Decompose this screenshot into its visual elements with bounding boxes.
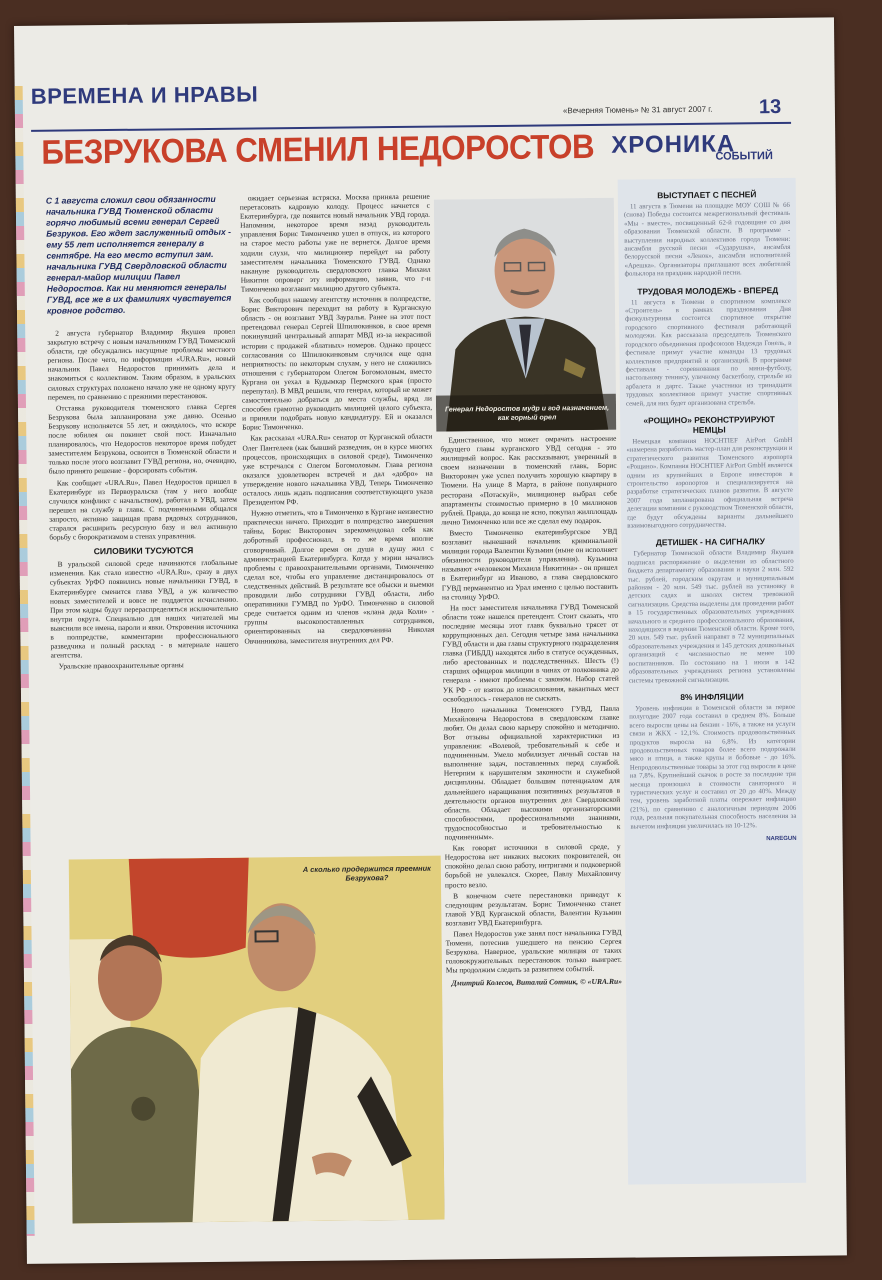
portrait-caption: Генерал Недоростов мудр и год назначением, как горный орел [444, 404, 610, 422]
paragraph: Вместо Тимонченко екатеринбургское УВД возглавит нынешний начальник криминальной милиции города Валентин Кузьмин (ныне он исполняет обязанности руководителя управления). Кузьмина называют «человеком Михаила Никитина» - он пришел в Екатеринбург из Иваново, а глава свердловского ГУВД перманентно из Урал именно с целью поставить на столицу УрФО. [441, 526, 618, 602]
paragraph: В конечном счете перестановки приведут к следующим результатам. Борис Тимонченко станет главой УВД Курганской области, Валентин Кузьмин возглавит УВД Екатеринбурга. [445, 889, 622, 928]
chronicle-title: ХРОНИКА [611, 130, 736, 159]
portrait-photo [434, 198, 616, 432]
chronicle-heading: ВЫСТУПАЕТ С ПЕСНЕЙ [657, 189, 757, 201]
paragraph: В уральской силовой среде начинаются глобальные изменения. Как стало известно «URA.Ru», сразу в двух субъектах УрФО появились новые начальники ГУВД, в Екатеринбурге сменится глава УВД, а уж количество новых заместителей и вовсе не поддается исчислению. При этом кадры будут перераспределяться исключительно внутри округа. Специально для наших читателей мы выяснили все имена, пароли и явки. Откровения источника в полпредстве, комментарии профессионального разведчика и полный расклад - в материале нашего агентства. [49, 557, 239, 660]
article-lead: С 1 августа сложил свои обязанности начальника ГУВД Тюменской области горячо любимый всеми генерал Сергей Безруков. Его ждет заслуженный отдых - ему 55 лет исполняется генералу в сентябре. На его место вступил зам. начальника ГУВД Свердловской области генерал-майор милиции Павел Недоростов. Как ни меняются генералы ГУВД, все же в их фамилиях чувствуется кровное родство. [45, 193, 232, 316]
newspaper-page [14, 17, 847, 1264]
issue-line: «Вечерняя Тюмень» № 31 август 2007 г. [562, 104, 713, 116]
chronicle-text: 11 августа в Тюмени в спортивном комплексе «Строитель» в рамках празднования Дня физкультурника состоится спортивное открытие городского спортивного фестиваля работающей молодежи. Как рассказала председатель Тюменского городского объединения профсоюзов Надежда Гонель, в фестивале примут участие команды 13 трудовых коллективов предприятий и организаций. В программе фестиваля - соревнования по мини-футболу, настольному теннису, уличному баскетболу, стрельбе из арбалета и дартс. Также участники из тринадцати трудовых коллективов примут участие спортивных семей, для них будет организована стрельба. [624, 297, 792, 408]
chronicle-heading: ДЕТИШЕК - НА СИГНАЛКУ [655, 536, 766, 548]
paragraph: На пост заместителя начальника ГУВД Тюменской области тоже нашелся претендент. Стоит сказать, что последние месяцы этот главк буквально трясет от коррупционных дел. Сегодня четыре зама начальника ГУВД области и два главы структурного подразделения главка (ГИБДД) находятся либо в статусе осужденных, либо арестованных и подследственных. Шесть (!) старших офицеров милиции в чинах от полковника до генерала - имеют проблемы с законом. Набор статей УК РФ - от взяток до изнасилования, вакантных мест освободилось - генералов не сыскать. [442, 601, 620, 704]
paragraph: Как сообщил нашему агентству источник в полпредстве, Борис Викторович переходит на работу в Курганскую область - он возглавит УВД Зауралья. Ранее на этот пост претендовал генерал Сергей Шпилюкинков, в свое время покинувший центральный аппарат МВД из-за некрасивой истории с продажей «блатных» номеров. Однако процесс согласования со Шпилюкинковым случился еще одна неприятность: по некоторым слухам, у него не сложились отношения с губернатором Олегом Богомоловым, вместо Кургана он уехал в Кудымкар Пермского края (просто перепутал). В МВД решили, что генерал, который не может самостоятельно добраться до места службы, вряд ли способен грамотно руководить милицией целого субъекта, и приняли подобрать новую кандидатуру. Ей и оказался Борис Тимонченко. [240, 293, 433, 432]
paragraph: Единственное, что может омрачать настроение будущего главы курганского УВД сегодня - это жилищный вопрос. Как рассказывают, уверенный в своем назначении в тюменский главк, Борис Викторович уже успел получить хорошую квартиру в Тюмени. На улице 8 Марта, в районе популярного ресторана «Потаскуй», милиционер выбрал себе апартаменты стоимостью примерно в 10 миллионов рублей. Правда, до конца не ясно, покупал жилплощадь лично Тимонченко или все же сделал ему подарок. [440, 433, 618, 527]
two-men-photo [69, 856, 445, 1224]
article-byline: Дмитрий Колесов, Виталий Сотник, © «URA.Ru» [451, 977, 623, 988]
chronicle-heading: ТРУДОВАЯ МОЛОДЕЖЬ - ВПЕРЕД [637, 284, 779, 297]
paragraph: Павел Недоростов уже занял пост начальника ГУВД Тюмени, потеснив ушедшего на пенсию Сергея Безрукова. Наверное, уральские милиция от таких головокружительных перестановок только выиграет. Мы продолжим следить за развитием событий. [445, 927, 622, 975]
article-column-2 [240, 192, 437, 856]
paragraph: ожидает серьезная встряска. Москва приняла решение перетасовать кадровую колоду. Процесс начнется с Екатеринбурга, где появится новый начальник УВД города. Напомним, некоторое время назад руководитель управления Борис Тимонченко ушел в отпуск, из которого на старое место работы уже не вернется. Долгое время ходили слухи, что милиционер перейдет на работу заместителем начальника Тюменского ГУВД. Однако накануне руководитель свердловского главка Михаил Никитин опроверг эту информацию, заявив, что г-н Тимонченко возглавит милицию другого субъекта. [239, 191, 431, 294]
chronicle-text: Губернатор Тюменской области Владимир Якушев подписал распоряжение о выделении из областного бюджета департаменту образования и науки 2 млн. 592 тыс. рублей, городским округам и муниципальным районам - 20 млн. 549 тыс. рублей на установку в детских садах и школах систем тревожной сигнализации. Средства выделены для проведения работ в 15 государственных образовательных учреждениях начального и среднего профессионального образования, находящихся в ведении Тюменской области. Кроме того, 20 млн. 549 тыс. рублей направят в 72 муниципальных образовательных учреждения и 145 детских дошкольных организаций с численностью не менее 100 воспитанников. По состоянию на 1 июля в 142 образовательных учреждениях региона установлены системы тревожной сигнализации. [627, 549, 795, 685]
paragraph: Как сообщает «URA.Ru», Павел Недоростов пришел в Екатеринбург из Первоуральска (там у него вообще случился конфликт с начальством), работал в УВД, затем перешел на службу в главк. С подчиненными общался запросто, активно защищая права рядовых сотрудников, старался расширить ресурсную базу и вел активную борьбу с бюрократизмом в стенах управления. [48, 476, 238, 542]
article-column-3 [440, 434, 624, 1208]
subheading: СИЛОВИКИ ТУСУЮТСЯ [93, 545, 194, 557]
paragraph: Как говорят источники в силовой среде, у Недоростова нет никаких высоких покровителей, он спокойно делал свою работу, интригами и подковерной борьбой не увлекался. Скорее, Павлу Михайловичу просто везло. [444, 841, 621, 890]
chronicle-heading: «РОЩИНО» РЕКОНСТРУИРУЮТ НЕМЦЫ [643, 413, 775, 435]
paragraph: 2 августа губернатор Владимир Якушев провел закрытую встречу с новым начальником ГУВД Тюменской области, где обсуждались насущные проблемы местного региона. После чего, по информации «URA.Ru», новый начальник Павел Недоростов принимать дела и знакомиться с коллективом. Таким образом, в уральских силовых структурах положено начало уже не одному кругу перемен, по сравнению с прежними перестановок. [47, 326, 236, 402]
paragraph: Нужно отметить, что в Тимонченко в Кургане неизвестно практически ничего. Приходит в полпредство завершения тайны, Борис Викторович зарекомендовал себя как добротный профессионал, в то же время вполне сговорчивый. Долгое время он душа в душу жил с администрацией Екатеринбурга. Когда у мэрии начались проблемы с правоохранительными органами, Тимонченко сделал все, чтобы его управление дистанцировалось от следственных действий. В результате все обыски и выемки проводили либо сотрудники ГУВД области, либо оперативники ГУМВД по УрФО. Тимонченко в силовой среде считается одним из членов «клана деда Коли» - группы высокопоставленных сотрудников, ориентированных на свердловчанина Николая Овчинникова, заместителя внутренних дел РФ. [243, 506, 435, 646]
chronicle-text: 11 августа в Тюмени на площадке МОУ СОШ № 66 (снова) Победы состоится межрегиональный фестиваль «Мы - вместе», посвященный 62-й годовщине со дня образования Тюменской области. В программе - выступления народных коллективов города Тюмени: ансамбля русской песни «Сударушка», ансамбля белорусской песни «Ленок», ансамбля исполнителей «Арешка». Организаторы приглашают всех любителей фольклора на праздник народной песни. [623, 201, 791, 278]
chronicle-text: Уровень инфляции в Тюменской области за первое полугодие 2007 года составил в среднем 8%. Больше всего выросли цены на бензин - 16%, а также на услуги связи и ЖКХ - 12,1%. Стоимость продовольственных продуктов выросла на 6,8%. Из категории продовольственных товаров более всего подорожали мясо и птица, а также крупы и бобовые - до 16%. Непродовольственные товары за этот год выросли в цене на 7,8%. Крупнейший скачок в росте за последние три месяца произошел в стоимости санаторного и туристических услуг и составил от 20 до 40%. Между тем, уровень заработной платы опережает инфляцию (21%), по сравнению с аналогичным периодом 2006 года, реальная покупательная способность населения за вычетом инфляции увеличилась на 10-12%. [629, 703, 797, 831]
officers-photo-image [69, 856, 445, 1224]
article-column-1 [46, 194, 241, 858]
chronicle-subtitle: СОБЫТИЙ [715, 150, 773, 163]
paragraph: Отставка руководителя тюменского главка Сергея Безрукова была запланирована уже давно. Осенью Безрукову исполняется 55 лет, и ожидалось, что вскоре после юбилея он покинет свой пост. Изначально планировалось, что Недоростов некоторое время побудет заместителем Безрукова, освоится в Тюменской области и только после этого возглавит ГУВД региона, но, очевидно, было принято решение - форсировать события. [48, 401, 237, 477]
page-number: 13 [758, 95, 782, 119]
article-headline: БЕЗРУКОВА СМЕНИЛ НЕДОРОСТОВ [41, 127, 595, 172]
chronicle-heading: 8% ИНФЛЯЦИИ [680, 691, 744, 702]
paragraph: Как рассказал «URA.Ru» сенатор от Курганской области Олег Пантелеев (как бывший разведчик, он в курсе многих процессов, происходящих в силовой среде), Тимонченко уже встречался с Олегом Богомоловым. Глава региона оказался удовлетворен встречей и дал «добро» на утверждение нового начальника УВД. Теперь Тимонченко осталось лишь ждать подписания соответствующего указа Президентом РФ. [242, 432, 433, 507]
paragraph: Уральские правоохранительные органы [58, 660, 184, 671]
chronicle-text: Немецкая компания HOCHTIEF AirPort GmbH «намерена разработать мастер-план для реконструкции и стратегического развития Тюменского аэропорта «Рощино». Компания HOCHTIEF AirPort GmbH является одним из крупнейших в Европе инвесторов в строительство аэропортов и специализируется на разработке стратегических планов развития. В августе 2007 года запланирована официальная встреча делегации компании с руководством Тюменской области, где будут обсуждены варианты дальнейшего взаимовыгодного сотрудничества. [626, 436, 794, 530]
photo-caption: А сколько продержится преемник Безрукова? [302, 863, 431, 883]
chronicle-source: NAREGUN [766, 835, 797, 843]
chronicle-sidebar [618, 178, 807, 1185]
section-rubric: ВРЕМЕНА И НРАВЫ [30, 81, 259, 109]
paragraph: Нового начальника Тюменского ГУВД, Павла Михайловича Недоростова в свердловском главке любят. Он делал свою карьеру спокойно и методично. Вот отзывы официальной характеристики из управления: «Волевой, требовательный к себе и подчиненным. Умело мобилизует личный состав на выполнение задач, поставленных перед службой. Нетерпим к нарушителям законности и служебной дисциплины. Обладает большим потенциалом для дальнейшего наращивания позитивных результатов в деятельности органов внутренних дел Свердловской области. Обладает высокими организаторскими способностями, профессиональными знаниями, трудоспособностью и требовательностью к подчиненным». [443, 703, 621, 842]
color-calibration-strip [15, 86, 35, 1236]
